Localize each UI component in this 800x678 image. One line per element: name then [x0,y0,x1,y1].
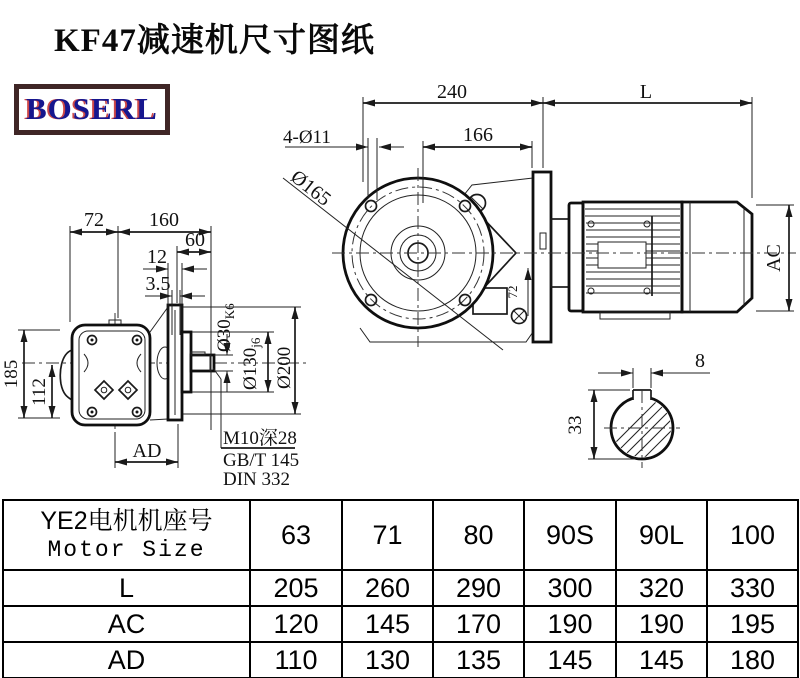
tap-note-label: M10深28 [223,428,297,449]
std-din-label: DIN 332 [223,469,291,490]
dim-12-label: 12 [147,246,167,268]
header-motor-size-cell [3,500,250,570]
dim-60-label: 60 [185,229,205,251]
row-AD-label: AD [3,642,250,678]
technical-drawing [0,58,800,498]
dim-166-label: 166 [463,124,493,146]
header-size-63: 63 [250,500,342,570]
std-gb-label: GB/T 145 [223,450,300,471]
left-view [1,209,310,490]
bore-height-label: 33 [565,415,586,435]
dim-AC-label: AC [763,244,785,272]
table-header-row [3,500,798,570]
dim-112-label: 112 [29,378,50,406]
header-size-100: 100 [707,500,798,570]
page-title: KF47减速机尺寸图纸 [54,23,375,59]
row-L-label: L [3,570,250,606]
dim-160-label: 160 [149,209,179,231]
dim-L-label: L [639,81,653,103]
side-view [283,81,796,350]
header-size-90S: 90S [524,500,616,570]
header-label-cn: YE2电机机座号 [40,506,213,535]
flange-dia-label: Ø165 [286,165,335,211]
shaft-dia-label: $Ø30_{K6}$ [214,303,237,352]
spigot-dia-label: $Ø130_{j6}$ [240,337,263,390]
key-width-label: 8 [695,350,705,372]
dim-3-5-label: 3.5 [145,273,171,295]
row-AC-label: AC [3,606,250,642]
motor [551,202,752,319]
table-row-AC: AC 120 145 170 190 190 195 [3,606,798,642]
flange-dia-200-label: Ø200 [274,346,295,389]
dim-AD-label: AD [132,440,162,462]
header-size-80: 80 [433,500,524,570]
gearbox-body [60,320,150,425]
table-row-AD: AD 110 130 135 145 145 180 [3,642,798,678]
dim-185-label: 185 [1,359,22,389]
dim-72-side-label: 72 [505,285,520,299]
header-label-en: Motor Size [47,536,206,563]
dim-240-label: 240 [437,81,467,103]
header-size-90L: 90L [616,500,707,570]
bolt-holes-label: 4-Ø11 [283,127,331,148]
table-row-L: L 205 260 290 300 320 330 [3,570,798,606]
header-size-71: 71 [342,500,433,570]
motor-size-table [2,499,799,678]
shaft-section-view [565,350,725,478]
dim-72-label: 72 [84,209,104,231]
boserl-logo-text: BOSERL [26,91,158,126]
